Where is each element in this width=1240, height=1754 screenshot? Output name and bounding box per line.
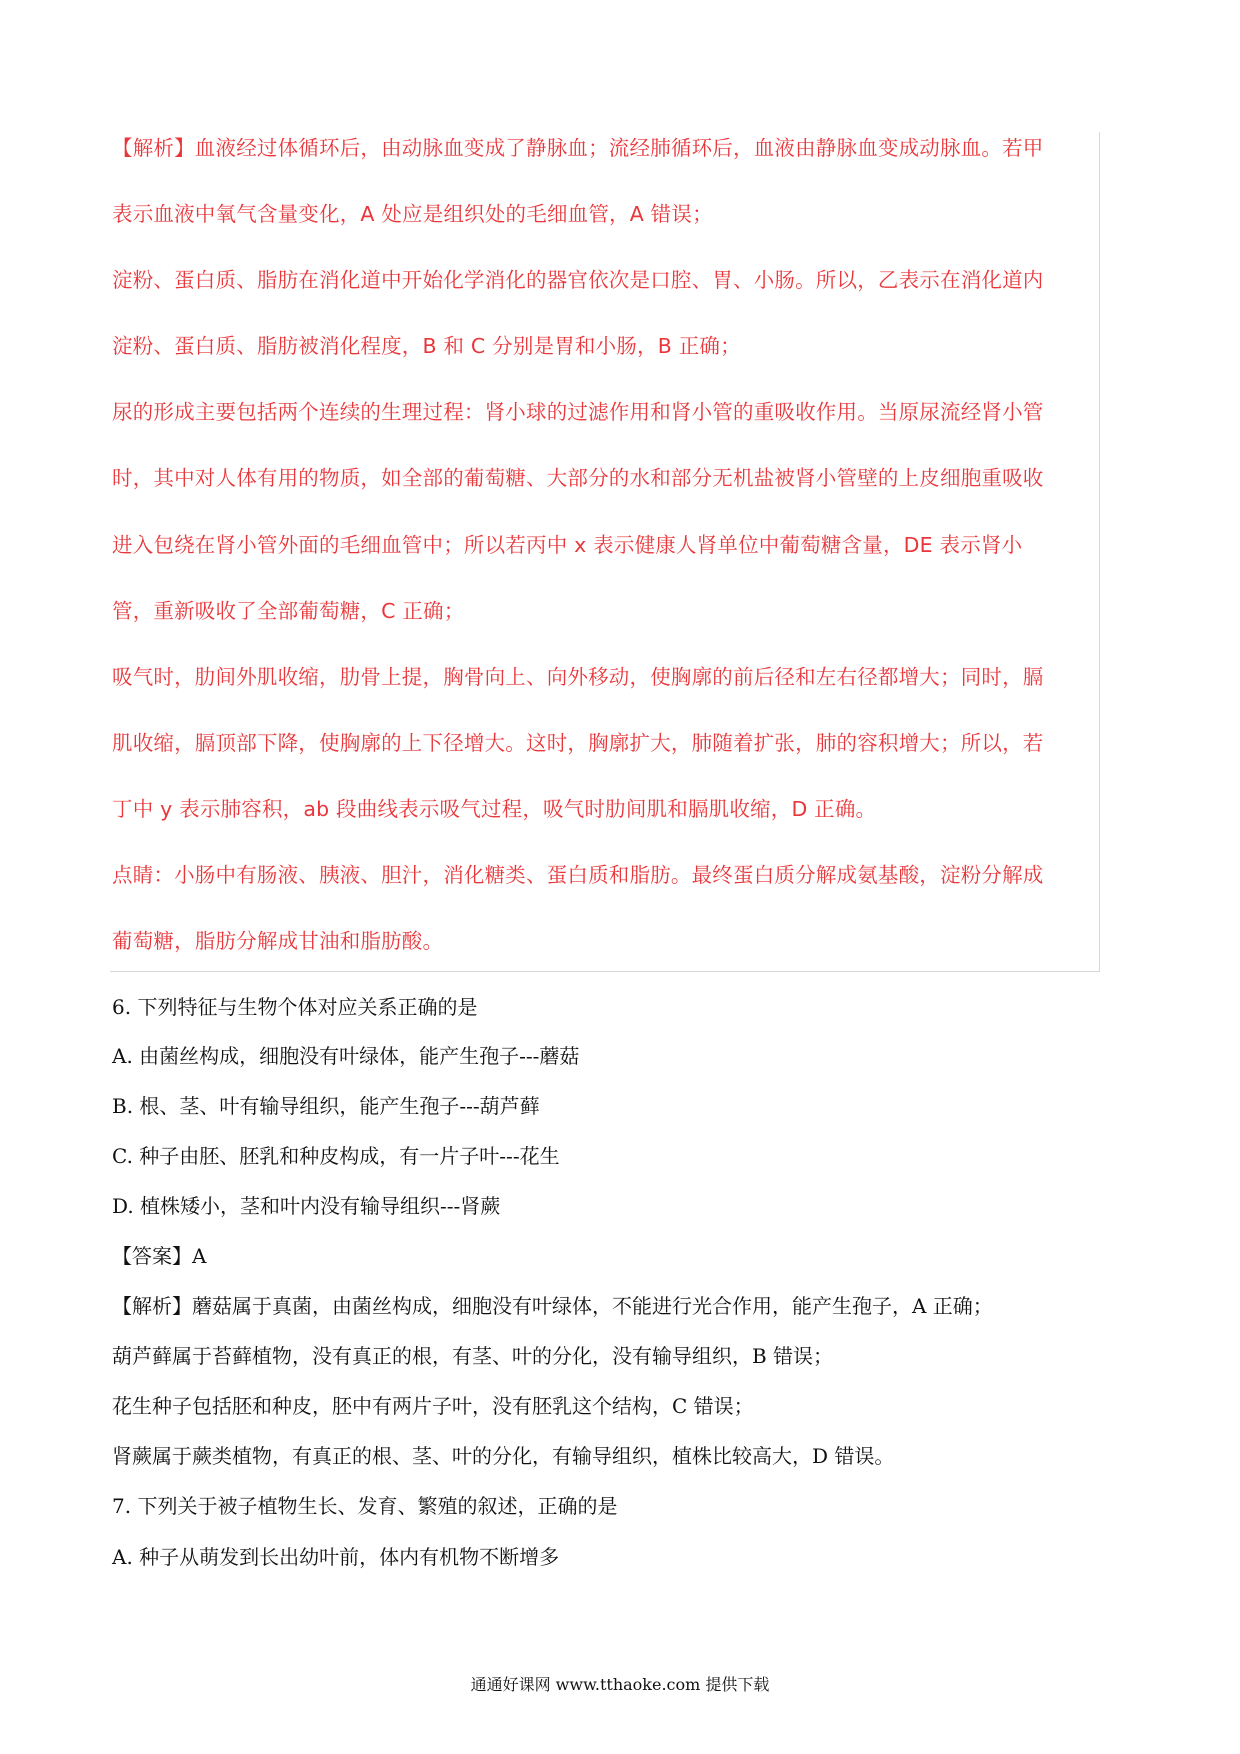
analysis-line: 尿的形成主要包括两个连续的生理过程：肾小球的过滤作用和肾小管的重吸收作用。当原尿流经肾小管 xyxy=(112,400,1044,424)
analysis-line: 管，重新吸收了全部葡萄糖，C 正确； xyxy=(112,599,465,623)
analysis-line: 淀粉、蛋白质、脂肪在消化道中开始化学消化的器官依次是口腔、胃、小肠。所以，乙表示在消化道内 xyxy=(112,268,1044,292)
question-6-option-a: A. 由菌丝构成，细胞没有叶绿体，能产生孢子---蘑菇 xyxy=(112,1044,580,1068)
tip-line: 点睛：小肠中有肠液、胰液、胆汁，消化糖类、蛋白质和脂肪。最终蛋白质分解成氨基酸，淀粉分解成 xyxy=(112,863,1044,887)
analysis-line: 时，其中对人体有用的物质，如全部的葡萄糖、大部分的水和部分无机盐被肾小管壁的上皮细胞重吸收 xyxy=(112,466,1044,490)
analysis-line: 表示血液中氧气含量变化，A 处应是组织处的毛细血管，A 错误； xyxy=(112,202,713,226)
question-6-analysis-line: 肾蕨属于蕨类植物，有真正的根、茎、叶的分化，有输导组织，植株比较高大，D 错误。 xyxy=(112,1444,895,1468)
question-6-option-c: C. 种子由胚、胚乳和种皮构成，有一片子叶---花生 xyxy=(112,1144,560,1168)
question-6-option-d: D. 植株矮小，茎和叶内没有输导组织---肾蕨 xyxy=(112,1194,501,1218)
question-6-analysis-line: 葫芦藓属于苔藓植物，没有真正的根，有茎、叶的分化，没有输导组织，B 错误； xyxy=(112,1344,834,1368)
analysis-line: 进入包绕在肾小管外面的毛细血管中；所以若丙中 x 表示健康人肾单位中葡萄糖含量，DE 表示肾小 xyxy=(112,533,1023,557)
analysis-line: 【解析】血液经过体循环后，由动脉血变成了静脉血；流经肺循环后，血液由静脉血变成动脉血。若甲 xyxy=(112,136,1044,160)
analysis-line: 吸气时，肋间外肌收缩，肋骨上提，胸骨向上、向外移动，使胸廓的前后径和左右径都增大；同时，膈 xyxy=(112,665,1044,689)
question-6-stem: 6. 下列特征与生物个体对应关系正确的是 xyxy=(112,995,478,1019)
analysis-line: 丁中 y 表示肺容积，ab 段曲线表示吸气过程，吸气时肋间肌和膈肌收缩，D 正确。 xyxy=(112,797,877,821)
page-footer: 通通好课网 www.tthaoke.com 提供下载 xyxy=(470,1675,770,1694)
question-6-answer: 【答案】A xyxy=(112,1244,207,1268)
question-6-option-b: B. 根、茎、叶有输导组织，能产生孢子---葫芦藓 xyxy=(112,1094,540,1118)
question-6-analysis-line: 花生种子包括胚和种皮，胚中有两片子叶，没有胚乳这个结构，C 错误； xyxy=(112,1394,754,1418)
tip-line: 葡萄糖，脂肪分解成甘油和脂肪酸。 xyxy=(112,929,444,953)
question-6-analysis-line: 【解析】蘑菇属于真菌，由菌丝构成，细胞没有叶绿体，不能进行光合作用，能产生孢子，A 正确； xyxy=(112,1294,993,1318)
question-7-option-a: A. 种子从萌发到长出幼叶前，体内有机物不断增多 xyxy=(112,1545,560,1569)
analysis-line: 淀粉、蛋白质、脂肪被消化程度，B 和 C 分别是胃和小肠，B 正确； xyxy=(112,334,741,358)
question-7-stem: 7. 下列关于被子植物生长、发育、繁殖的叙述，正确的是 xyxy=(112,1494,618,1518)
analysis-line: 肌收缩，膈顶部下降，使胸廓的上下径增大。这时，胸廓扩大，肺随着扩张，肺的容积增大；所以，若 xyxy=(112,731,1044,755)
